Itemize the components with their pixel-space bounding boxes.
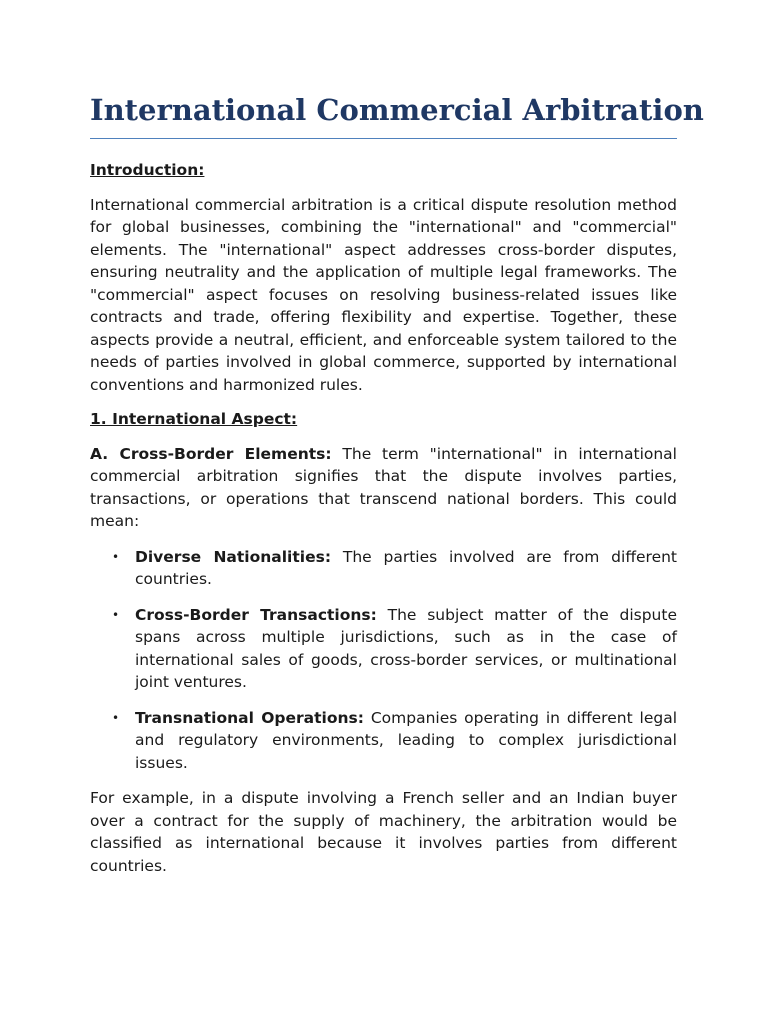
list-item (90, 707, 677, 775)
bullet-list (90, 546, 677, 775)
bullet-icon: • (112, 607, 120, 622)
cross-border-text: The term "international" in international commercial arbitration signifies that the dispute involves parties, transactions, or operations that transcend national borders. This could mean: (90, 444, 677, 530)
document-page (90, 90, 704, 877)
bullet-text: The parties involved are from different countries. (135, 547, 678, 588)
bullet-term: Diverse Nationalities: (135, 547, 332, 566)
bullet-icon: • (112, 710, 120, 725)
page-title: International Commercial Arbitration (90, 90, 677, 139)
bullet-text: The subject matter of the dispute spans across multiple jurisdictions, such as in the case of international sales of goods, cross-border services, or multinational joint ventures. (135, 605, 677, 691)
introduction-heading: Introduction: (90, 161, 205, 179)
bullet-term: Cross-Border Transactions: (135, 605, 377, 624)
introduction-paragraph: International commercial arbitration is a critical dispute resolution method for global businesses, combining the "international" and "commercial" elements. The "international" aspect addresses cross-border disputes, ensuring neutrality and the application of multiple legal frameworks. The "commercial" aspect focuses on resolving business-related issues like contracts and trade, offering flexibility and expertise. Together, these aspects provide a neutral, efficient, and enforceable system tailored to the needs of parties involved in global commerce, supported by international conventions and harmonized rules. (90, 195, 677, 394)
list-item (90, 546, 677, 591)
list-item (90, 604, 677, 694)
example-paragraph: For example, in a dispute involving a French seller and an Indian buyer over a contract for the supply of machinery, the arbitration would be classified as international because it involves parties from different countries. (90, 789, 677, 875)
cross-border-paragraph (90, 443, 677, 533)
bullet-icon: • (112, 549, 120, 564)
section-1-heading: 1. International Aspect: (90, 410, 298, 428)
bullet-term: Transnational Operations: (135, 708, 364, 727)
cross-border-term: A. Cross-Border Elements: (90, 444, 332, 463)
bullet-text: Companies operating in different legal and regulatory environments, leading to complex jurisdictional issues. (135, 708, 677, 772)
